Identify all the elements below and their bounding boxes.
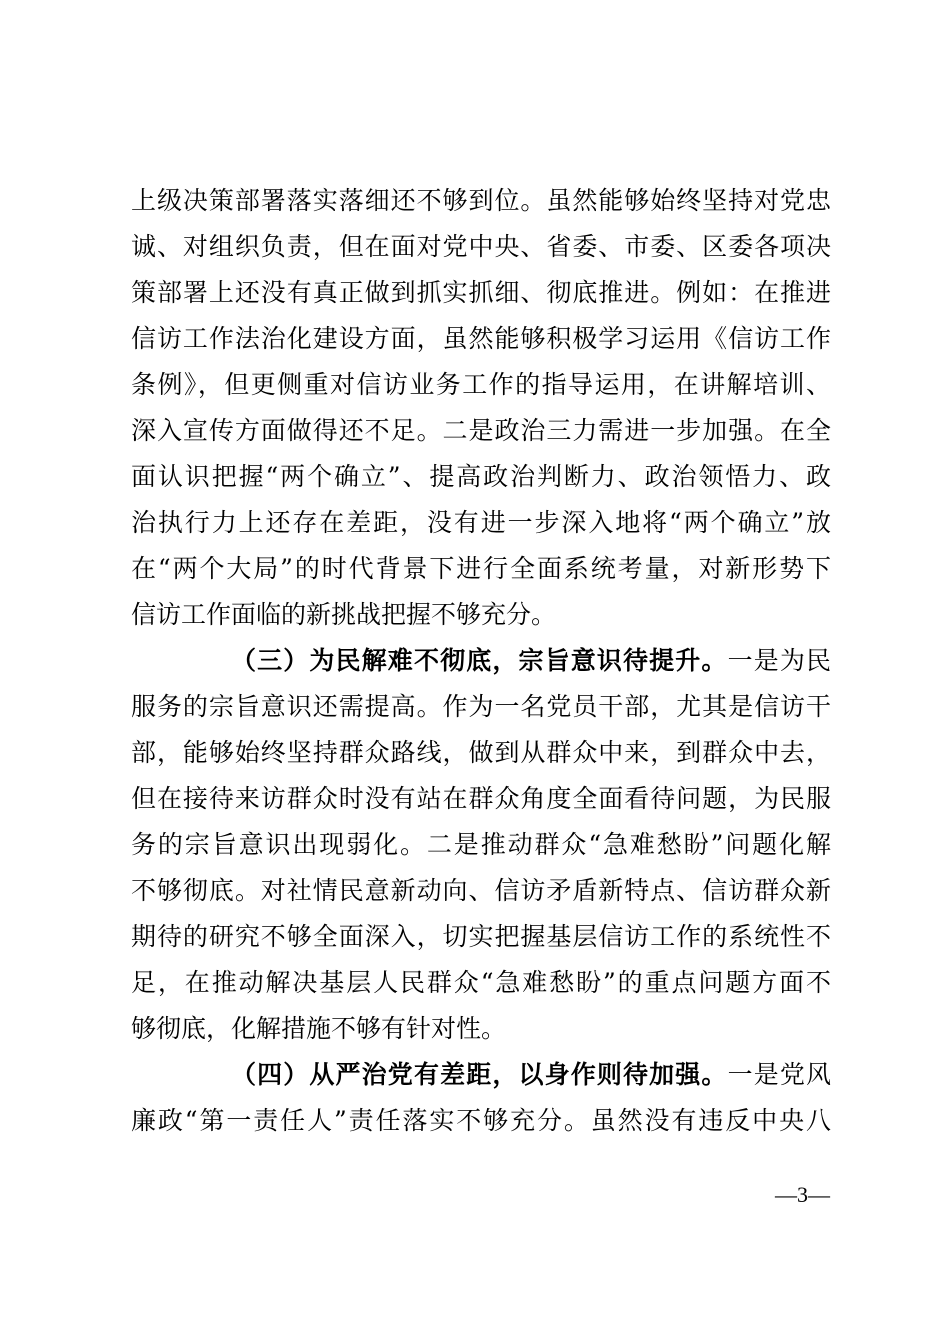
paragraph-line: 不够彻底。对社情民意新动向、信访矛盾新特点、信访群众新 — [131, 876, 831, 905]
paragraph-line: 在“两个大局”的时代背景下进行全面系统考量，对新形势下 — [131, 554, 831, 583]
paragraph-line: 诚、对组织负责，但在面对党中央、省委、市委、区委各项决 — [131, 232, 831, 261]
paragraph-line: 治执行力上还存在差距，没有进一步深入地将“两个确立”放 — [131, 508, 831, 537]
heading-line-rest: 一是党风 — [727, 1060, 831, 1089]
page-number: —3— — [775, 1182, 830, 1207]
paragraph-line: 够彻底，化解措施不够有针对性。 — [131, 1014, 507, 1043]
paragraph-line: 但在接待来访群众时没有站在群众角度全面看待问题，为民服 — [131, 784, 831, 813]
paragraph-line: 务的宗旨意识出现弱化。二是推动群众“急难愁盼”问题化解 — [131, 830, 831, 859]
paragraph-line: 条例》，但更侧重对信访业务工作的指导运用，在讲解培训、 — [131, 370, 831, 399]
section-heading-line — [131, 1052, 831, 1098]
paragraph-line: 策部署上还没有真正做到抓实抓细、彻底推进。例如：在推进 — [131, 278, 831, 307]
paragraph-line: 上级决策部署落实落细还不够到位。虽然能够始终坚持对党忠 — [131, 186, 831, 215]
section-heading: （三）为民解难不彻底，宗旨意识待提升。 — [231, 646, 728, 675]
paragraph-line: 廉政“第一责任人”责任落实不够充分。虽然没有违反中央八 — [131, 1106, 831, 1135]
paragraph-line: 部，能够始终坚持群众路线，做到从群众中来，到群众中去， — [131, 738, 831, 767]
paragraph-line: 期待的研究不够全面深入，切实把握基层信访工作的系统性不 — [131, 922, 831, 951]
paragraph-line: 深入宣传方面做得还不足。二是政治三力需进一步加强。在全 — [131, 416, 831, 445]
paragraph-line: 信访工作面临的新挑战把握不够充分。 — [131, 600, 557, 629]
paragraph-line: 面认识把握“两个确立”、提高政治判断力、政治领悟力、政 — [131, 462, 831, 491]
heading-line-rest: 一是为民 — [727, 646, 831, 675]
section-heading: （四）从严治党有差距，以身作则待加强。 — [231, 1060, 728, 1089]
section-heading-line — [131, 638, 831, 684]
paragraph-line: 信访工作法治化建设方面，虽然能够积极学习运用《信访工作 — [131, 324, 831, 353]
body-text — [131, 178, 831, 1144]
paragraph-line: 服务的宗旨意识还需提高。作为一名党员干部，尤其是信访干 — [131, 692, 831, 721]
paragraph-line: 足，在推动解决基层人民群众“急难愁盼”的重点问题方面不 — [131, 968, 831, 997]
